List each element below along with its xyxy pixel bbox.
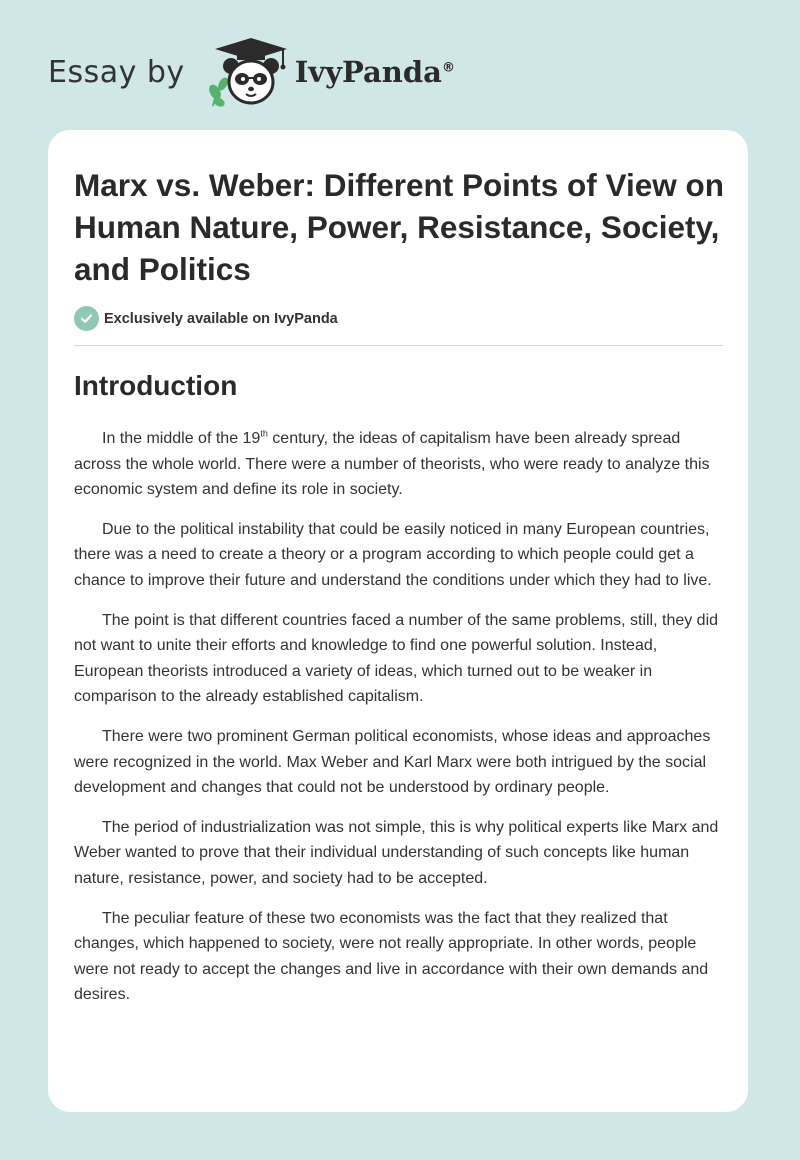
- panda-graduation-cap-icon: [201, 36, 291, 108]
- essay-body: [74, 426, 726, 1022]
- essay-card: [48, 130, 748, 1112]
- exclusive-label: Exclusively available on IvyPanda: [104, 310, 338, 327]
- paragraph: The period of industrialization was not simple, this is why political experts like Marx and Weber wanted to prove that their individual understanding of such concepts like human nature, resistance, power, and society had to be accepted.: [74, 818, 719, 887]
- registered-mark: ®: [441, 60, 455, 76]
- essay-title: Marx vs. Weber: Different Points of View on Human Nature, Power, Resistance, Society, and Politics: [74, 167, 724, 287]
- paragraph: [74, 426, 726, 503]
- check-circle-icon: [74, 306, 99, 331]
- brand-header[interactable]: [48, 36, 455, 108]
- section-heading-introduction: Introduction: [74, 370, 238, 401]
- brand-name-text: IvyPanda: [294, 55, 442, 89]
- superscript-ordinal: th: [260, 428, 268, 439]
- title-divider: [74, 345, 723, 346]
- brand-name: [295, 55, 455, 89]
- paragraph: Due to the political instability that could be easily noticed in many European countries, there was a need to create a theory or a program according to which people could get a chance to improve their future and understand the conditions under which they had to live.: [74, 520, 712, 589]
- brand-prefix: Essay by: [48, 54, 185, 90]
- paragraph-text-before-sup: In the middle of the 19: [102, 430, 261, 447]
- exclusive-badge: [74, 306, 338, 331]
- paragraph-text-after-sup: century, the ideas of capitalism have been already spread across the whole world. There were a number of theorists, who were ready to analyze this economic system and define its role in society.: [74, 430, 710, 499]
- paragraph: There were two prominent German political economists, whose ideas and approaches were recognized in the world. Max Weber and Karl Marx were both intrigued by the social development and changes that could not be understood by ordinary people.: [74, 727, 711, 797]
- paragraph: The peculiar feature of these two economists was the fact that they realized that changes, which happened to society, were not really appropriate. In other words, people were not ready to accept the changes and live in accordance with their own demands and desires.: [74, 909, 709, 1004]
- paragraph: The point is that different countries faced a number of the same problems, still, they did not want to unite their efforts and knowledge to find one powerful solution. Instead, European theorists introduced a variety of ideas, which turned out to be weaker in comparison to the already established capitalism.: [74, 611, 719, 706]
